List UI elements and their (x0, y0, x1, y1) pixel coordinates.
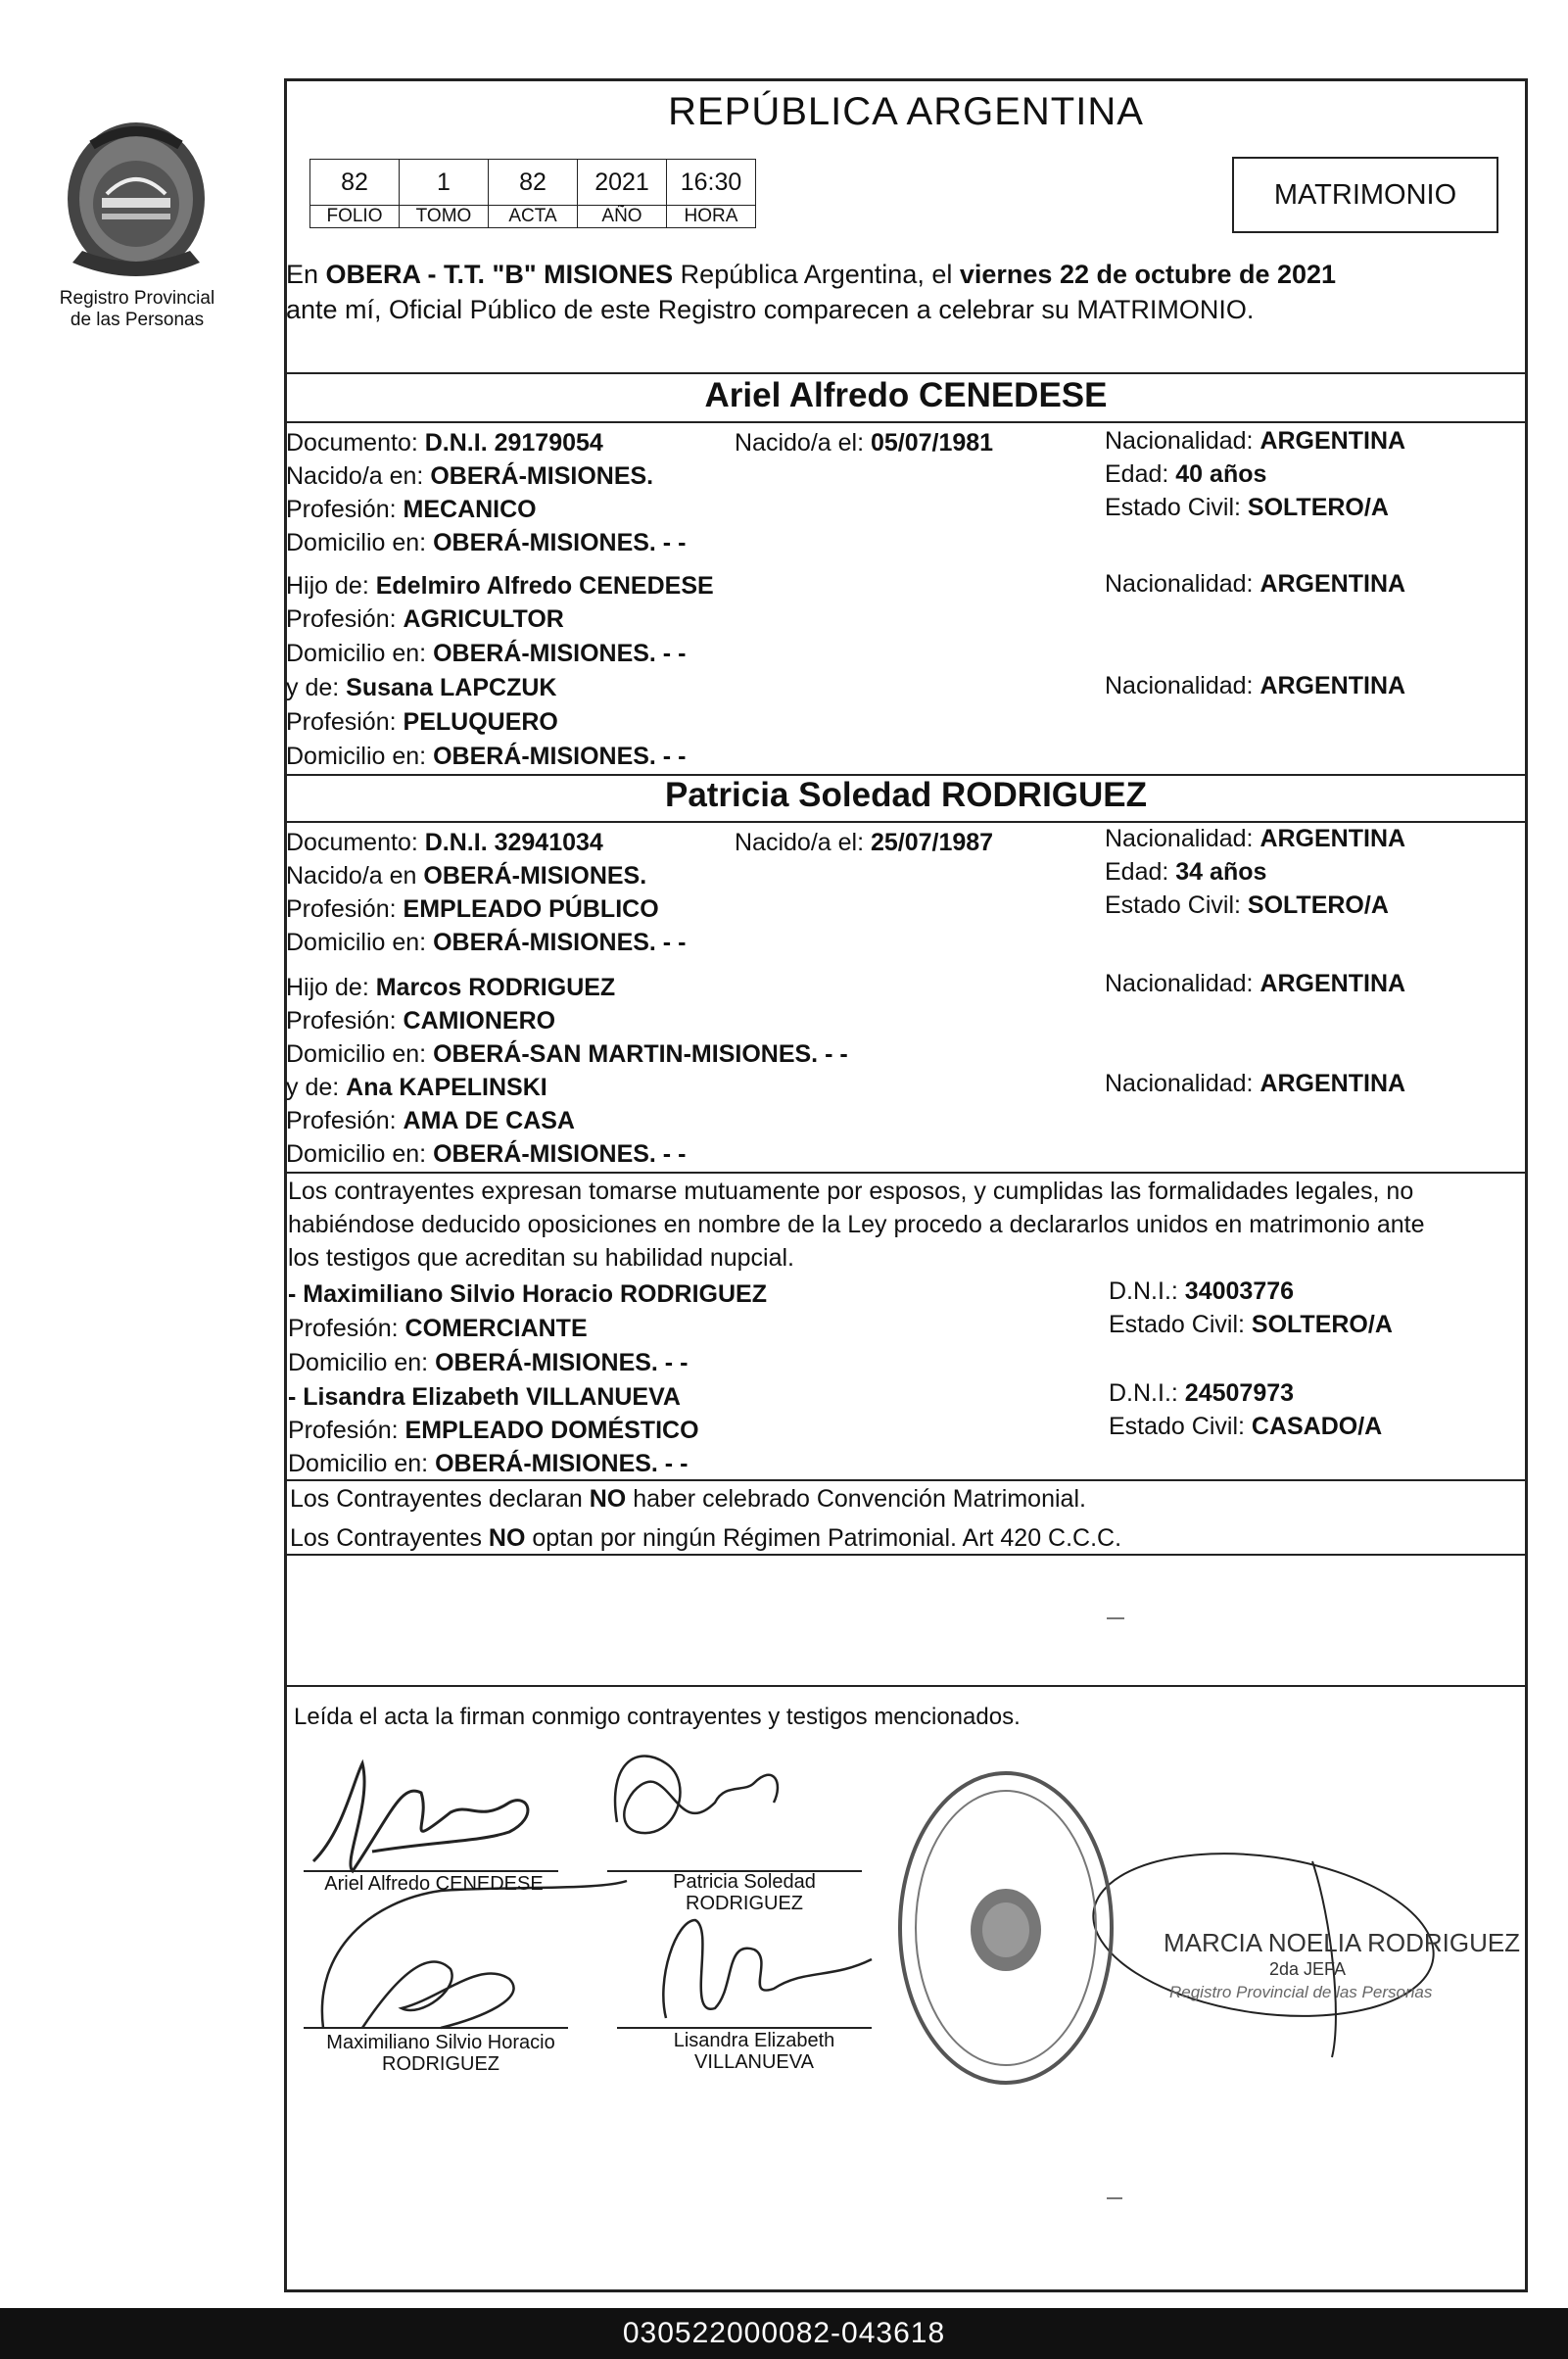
registry-table (309, 159, 756, 228)
intro-text-a: En (286, 260, 326, 289)
document-code-bar: 030522000082-043618 (0, 2308, 1568, 2359)
spouse2-civil-status: SOLTERO/A (1247, 891, 1389, 919)
spouse2-born (735, 827, 993, 859)
spouse1-mother: Susana LAPCZUK (346, 674, 557, 701)
folio-label: FOLIO (310, 206, 400, 228)
spouse1-mother-nationality: ARGENTINA (1259, 672, 1406, 699)
emphasis-no: NO (488, 1524, 526, 1552)
label: Domicilio en: (286, 1140, 434, 1168)
label: Documento: (286, 429, 425, 457)
intro-text-b: República Argentina, el (673, 260, 960, 289)
spouse1-born (735, 427, 993, 459)
label: Nacionalidad: (1105, 825, 1260, 852)
folio-value: 82 (310, 160, 400, 206)
witness2-name-row (288, 1381, 681, 1414)
signature-label-line: VILLANUEVA (694, 2051, 814, 2073)
convention-line2 (290, 1522, 1121, 1555)
divider (284, 1554, 1528, 1556)
witness2-name: - Lisandra Elizabeth VILLANUEVA (288, 1383, 681, 1411)
witness1-dni: 34003776 (1184, 1277, 1295, 1305)
spouse2-civil-row (1105, 890, 1389, 922)
label: Domicilio en: (286, 743, 434, 770)
spouse2-father-dom-row (286, 1038, 848, 1071)
spouse1-name: Ariel Alfredo CENEDESE (704, 376, 1108, 414)
signature-label-spouse1: Ariel Alfredo CENEDESE (324, 1873, 544, 1895)
seal-caption (39, 288, 235, 331)
spouse1-father-profession: AGRICULTOR (403, 605, 564, 633)
signature-label-line: Maximiliano Silvio Horacio (326, 2032, 555, 2053)
label: Profesión: (286, 605, 404, 633)
divider (284, 372, 1528, 374)
label: Profesión: (288, 1315, 405, 1342)
spouse1-domicile: OBERÁ-MISIONES. - - (433, 529, 687, 556)
label: D.N.I.: (1109, 1277, 1185, 1305)
label: y de: (286, 1074, 347, 1101)
label: Nacionalidad: (1105, 672, 1260, 699)
signature-label-spouse2 (627, 1871, 862, 1914)
witness2-dni-row (1109, 1377, 1294, 1410)
intro-place: OBERA - T.T. "B" MISIONES (325, 260, 674, 289)
spouse2-nat (1105, 823, 1405, 855)
label: Estado Civil: (1109, 1311, 1252, 1338)
spouse2-age-row (1105, 856, 1266, 889)
anio-label: AÑO (578, 206, 667, 228)
document-title: REPÚBLICA ARGENTINA (668, 90, 1144, 133)
label: Hijo de: (286, 974, 376, 1001)
spouse1-age-row (1105, 458, 1266, 491)
spouse1-mother-dom-row (286, 741, 686, 773)
spouse2-profession: EMPLEADO PÚBLICO (403, 895, 659, 923)
label: Hijo de: (286, 572, 376, 600)
spouse1-birthplace-row (286, 460, 653, 493)
signature-label-line: RODRIGUEZ (686, 1893, 803, 1914)
label: Domicilio en: (286, 529, 434, 556)
convention-line1 (290, 1483, 1086, 1516)
tomo-label: TOMO (400, 206, 489, 228)
witness2-profession: EMPLEADO DOMÉSTICO (404, 1417, 699, 1444)
spouse1-mother-prof-row (286, 706, 558, 739)
spouse2-father: Marcos RODRIGUEZ (375, 974, 616, 1001)
label: Domicilio en: (288, 1349, 436, 1376)
spouse1-father-dom-row (286, 638, 686, 670)
signature-label-witness2 (627, 2030, 881, 2073)
spouse2-name: Patricia Soledad RODRIGUEZ (664, 776, 1148, 814)
acta-label: ACTA (489, 206, 578, 228)
spouse1-prof-row (286, 494, 537, 526)
seal-caption-line2: de las Personas (70, 310, 205, 330)
spouse2-father-prof-row (286, 1005, 555, 1037)
divider (284, 1172, 1528, 1174)
spouse2-mother: Ana KAPELINSKI (346, 1074, 547, 1101)
spouse1-nat (1105, 425, 1405, 457)
label: Estado Civil: (1109, 1413, 1252, 1440)
spouse2-father-nat-row (1105, 968, 1405, 1000)
text: haber celebrado Convención Matrimonial. (626, 1485, 1086, 1513)
spouse2-dni: D.N.I. 32941034 (424, 829, 603, 856)
spouse1-doc (286, 427, 603, 459)
signature-label-line: Patricia Soledad (673, 1871, 816, 1893)
spouse1-mother-row (286, 672, 556, 704)
act-type-box: MATRIMONIO (1232, 157, 1498, 233)
spouse2-father-nationality: ARGENTINA (1259, 970, 1406, 997)
spouse2-doc (286, 827, 603, 859)
witness1-civil-status: SOLTERO/A (1251, 1311, 1393, 1338)
spouse2-nationality: ARGENTINA (1259, 825, 1406, 852)
label: Edad: (1105, 460, 1176, 488)
acta-value: 82 (489, 160, 578, 206)
provincial-seal-logo (53, 116, 219, 282)
label: Nacido/a el: (735, 829, 871, 856)
witness2-prof-row (288, 1415, 699, 1447)
label: Nacido/a el: (735, 429, 871, 457)
divider (284, 421, 1528, 423)
label: Profesión: (286, 708, 404, 736)
spouse1-dom-row (286, 527, 686, 559)
witness2-domicile: OBERÁ-MISIONES. - - (435, 1450, 689, 1477)
spouse2-father-row (286, 972, 615, 1004)
spouse2-prof-row (286, 893, 659, 926)
witness2-dom-row (288, 1448, 688, 1480)
official-round-stamp (893, 1763, 1118, 2096)
label: Nacido/a en (286, 862, 424, 890)
label: y de: (286, 674, 347, 701)
text: optan por ningún Régimen Patrimonial. Art 420 C.C.C. (525, 1524, 1122, 1552)
label: Domicilio en: (286, 929, 434, 956)
witness2-dni: 24507973 (1184, 1379, 1295, 1407)
witness2-civil-status: CASADO/A (1251, 1413, 1383, 1440)
spouse2-birthplace: OBERÁ-MISIONES. (423, 862, 647, 890)
text: Los Contrayentes (290, 1524, 489, 1552)
spouse1-mother-profession: PELUQUERO (403, 708, 558, 736)
seal-caption-line1: Registro Provincial (59, 288, 215, 309)
emphasis-no: NO (589, 1485, 627, 1513)
label: Domicilio en: (286, 640, 434, 667)
witness1-name-row (288, 1278, 767, 1311)
spouse1-father-prof-row (286, 603, 564, 636)
spouse1-birthdate: 05/07/1981 (870, 429, 994, 457)
label: Profesión: (286, 1107, 404, 1134)
spouse1-nationality: ARGENTINA (1259, 427, 1406, 455)
spouse1-father-domicile: OBERÁ-MISIONES. - - (433, 640, 687, 667)
spouse2-father-domicile: OBERÁ-SAN MARTIN-MISIONES. - - (433, 1040, 848, 1068)
tomo-value: 1 (400, 160, 489, 206)
label: Domicilio en: (288, 1450, 436, 1477)
label: Profesión: (286, 496, 404, 523)
spouse2-birthplace-row (286, 860, 646, 892)
spouse1-father-row (286, 570, 714, 602)
spouse1-dni: D.N.I. 29179054 (424, 429, 603, 457)
spouse2-age: 34 años (1175, 858, 1267, 886)
spouse2-domicile: OBERÁ-MISIONES. - - (433, 929, 687, 956)
blank-mark (1107, 2197, 1122, 2199)
official-name-stamp: MARCIA NOELIA RODRIGUEZ (1164, 1928, 1521, 1957)
signature-label-line: Lisandra Elizabeth (673, 2030, 835, 2051)
spouse2-father-profession: CAMIONERO (403, 1007, 556, 1035)
spouse2-mother-profession: AMA DE CASA (403, 1107, 575, 1134)
spouse1-profession: MECANICO (403, 496, 537, 523)
label: Nacionalidad: (1105, 970, 1260, 997)
label: Nacido/a en: (286, 462, 431, 490)
spouse2-mother-dom-row (286, 1138, 686, 1171)
signature-intro: Leída el acta la firman conmigo contrayentes y testigos mencionados. (294, 1704, 1021, 1730)
official-role-stamp: 2da JEFA (1269, 1959, 1347, 1979)
label: Profesión: (288, 1417, 405, 1444)
spouse1-civil-status: SOLTERO/A (1247, 494, 1389, 521)
spouse1-father: Edelmiro Alfredo CENEDESE (375, 572, 714, 600)
intro-line1 (286, 257, 1336, 292)
spouse1-civil-row (1105, 492, 1389, 524)
spouse2-birthdate: 25/07/1987 (870, 829, 994, 856)
declaration-line2: habiéndose deducido oposiciones en nombre de la Ley procedo a declararlos unidos en matrimonio ante (288, 1211, 1425, 1238)
label: Documento: (286, 829, 425, 856)
witness1-profession: COMERCIANTE (404, 1315, 588, 1342)
label: D.N.I.: (1109, 1379, 1185, 1407)
witness1-name: - Maximiliano Silvio Horacio RODRIGUEZ (288, 1280, 767, 1308)
spouse2-mother-domicile: OBERÁ-MISIONES. - - (433, 1140, 687, 1168)
text: Los Contrayentes declaran (290, 1485, 590, 1513)
witness1-prof-row (288, 1313, 588, 1345)
anio-value: 2021 (578, 160, 667, 206)
spouse2-mother-nationality: ARGENTINA (1259, 1070, 1406, 1097)
spouse1-father-nat-row (1105, 568, 1405, 601)
label: Nacionalidad: (1105, 1070, 1260, 1097)
spouse1-mother-domicile: OBERÁ-MISIONES. - - (433, 743, 687, 770)
spouse2-mother-prof-row (286, 1105, 575, 1137)
label: Estado Civil: (1105, 891, 1248, 919)
declaration-line3: los testigos que acreditan su habilidad nupcial. (288, 1244, 795, 1272)
label: Edad: (1105, 858, 1176, 886)
spouse1-father-nationality: ARGENTINA (1259, 570, 1406, 598)
spouse2-mother-nat-row (1105, 1068, 1405, 1100)
signature-label-line: RODRIGUEZ (382, 2053, 499, 2075)
hora-label: HORA (667, 206, 756, 228)
divider (284, 1479, 1528, 1481)
witness2-civil-row (1109, 1411, 1382, 1443)
spouse1-mother-nat-row (1105, 670, 1405, 702)
signature-label-witness1 (304, 2032, 578, 2075)
label: Profesión: (286, 1007, 404, 1035)
blank-mark (1107, 1617, 1124, 1619)
intro-date: viernes 22 de octubre de 2021 (959, 260, 1337, 289)
label: Nacionalidad: (1105, 570, 1260, 598)
spouse1-age: 40 años (1175, 460, 1267, 488)
witness1-dni-row (1109, 1276, 1294, 1308)
official-org-stamp: Registro Provincial de las Personas (1169, 1983, 1433, 2001)
witness1-civil-row (1109, 1309, 1393, 1341)
hora-value: 16:30 (667, 160, 756, 206)
witness1-domicile: OBERÁ-MISIONES. - - (435, 1349, 689, 1376)
witness1-dom-row (288, 1347, 688, 1379)
label: Estado Civil: (1105, 494, 1248, 521)
label: Profesión: (286, 895, 404, 923)
spouse2-dom-row (286, 927, 686, 959)
divider (284, 1685, 1528, 1687)
label: Nacionalidad: (1105, 427, 1260, 455)
declaration-line1: Los contrayentes expresan tomarse mutuamente por esposos, y cumplidas las formalidades legales, no (288, 1178, 1414, 1205)
spouse1-birthplace: OBERÁ-MISIONES. (430, 462, 654, 490)
label: Domicilio en: (286, 1040, 434, 1068)
intro-line2: ante mí, Oficial Público de este Registro comparecen a celebrar su MATRIMONIO. (286, 295, 1255, 324)
spouse2-mother-row (286, 1072, 547, 1104)
